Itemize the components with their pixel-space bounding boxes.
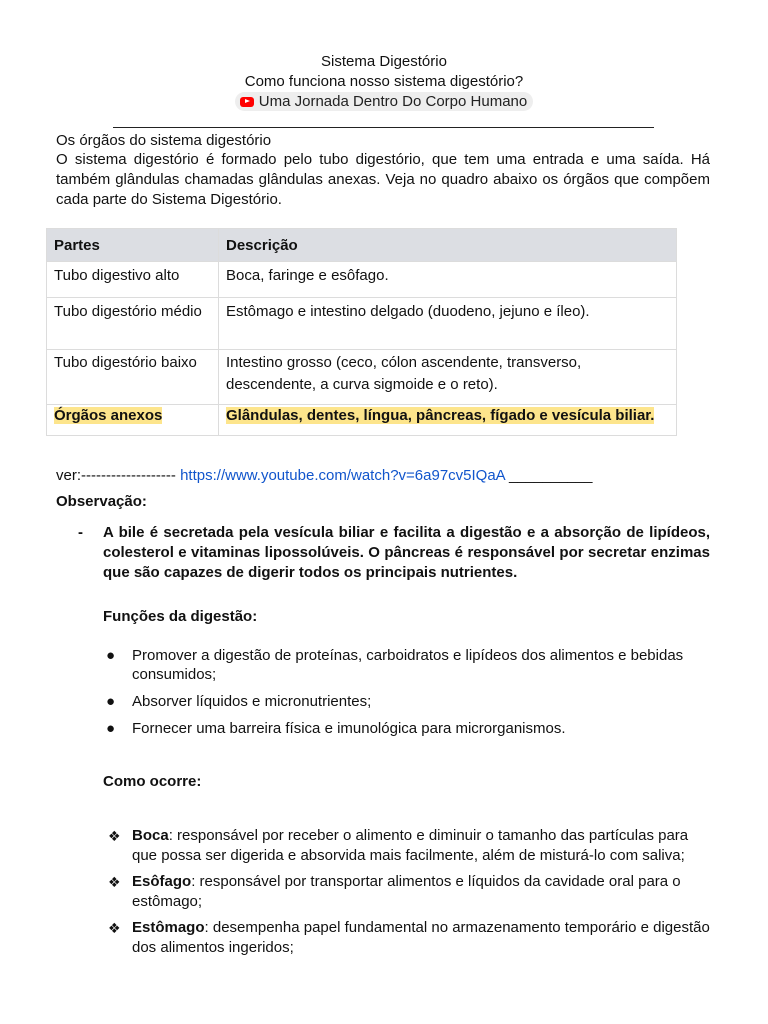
observacao-label: Observação: xyxy=(56,493,147,510)
list-item-text: Fornecer uma barreira física e imunológica para microrganismos. xyxy=(132,720,566,737)
link-suffix: __________ xyxy=(509,467,593,484)
divider xyxy=(113,127,654,128)
table-cell-descricao: Intestino grosso (ceco, cólon ascendente, transverso, descendente, a curva sigmoide e o reto). xyxy=(219,350,677,405)
intro-paragraph: O sistema digestório é formado pelo tubo digestório, que tem uma entrada e uma saída. Há também glândulas chamadas glândulas anexas. Veja no quadro abaixo os órgãos que compõem cada parte do Sistema Digestório. xyxy=(56,151,710,208)
list-item xyxy=(108,826,710,866)
table-cell-parte: Tubo digestório baixo xyxy=(47,350,219,405)
list-item-text: : responsável por receber o alimento e diminuir o tamanho das partículas para que possa ser digerida e absorvida mais facilmente, além de misturá-lo com saliva; xyxy=(132,827,689,864)
table-cell-parte: Tubo digestivo alto xyxy=(47,262,219,298)
list-item-term: Estômago xyxy=(132,919,205,936)
funcoes-list xyxy=(103,646,710,746)
page-subtitle: Como funciona nosso sistema digestório? xyxy=(244,73,524,90)
ver-prefix: ver:------------------- xyxy=(56,467,176,484)
list-item xyxy=(108,918,710,958)
bullet-icon: ● xyxy=(106,647,116,664)
section-heading: Os órgãos do sistema digestório xyxy=(56,132,272,149)
bullet-icon: ● xyxy=(106,693,116,710)
video-chip-label: Uma Jornada Dentro Do Corpo Humano xyxy=(258,93,528,110)
highlighted-text: Órgãos anexos xyxy=(54,407,163,424)
como-ocorre-label: Como ocorre: xyxy=(103,773,202,790)
list-item xyxy=(108,872,710,912)
list-item-text: Promover a digestão de proteínas, carboidratos e lipídeos dos alimentos e bebidas consumidos; xyxy=(132,647,684,683)
youtube-link[interactable]: https://www.youtube.com/watch?v=6a97cv5IQaA xyxy=(180,467,505,484)
table-cell-parte: Tubo digestório médio xyxy=(47,298,219,350)
list-item-text: : desempenha papel fundamental no armazenamento temporário e digestão dos alimentos ingeridos; xyxy=(132,919,710,956)
diamond-bullet-icon: ❖ xyxy=(108,828,121,844)
table-row-highlighted xyxy=(47,405,677,436)
observacao-text: A bile é secretada pela vesícula biliar e facilita a digestão e a absorção de lipídeos, colesterol e vitaminas lipossolúveis. O pâncreas é responsável por secretar enzimas que são capazes de digerir todos os principais nutrientes. xyxy=(103,524,710,581)
table-cell-descricao: Estômago e intestino delgado (duodeno, jejuno e íleo). xyxy=(219,298,677,350)
table-cell-parte xyxy=(47,405,219,436)
diamond-bullet-icon: ❖ xyxy=(108,874,121,890)
list-item xyxy=(103,719,710,738)
table-header-row xyxy=(47,229,677,262)
table-cell-descricao xyxy=(219,405,677,436)
diamond-bullet-icon: ❖ xyxy=(108,920,121,936)
dash-bullet: - xyxy=(78,524,83,541)
list-item-text: Absorver líquidos e micronutrientes; xyxy=(132,693,372,710)
column-header-descricao: Descrição xyxy=(219,229,677,262)
highlighted-text: Glândulas, dentes, língua, pâncreas, fígado e vesícula biliar. xyxy=(226,407,655,424)
video-chip-row xyxy=(0,92,768,111)
list-item-term: Esôfago xyxy=(132,873,192,890)
funcoes-label: Funções da digestão: xyxy=(103,608,258,625)
video-link-line xyxy=(56,467,592,484)
observacao-item xyxy=(78,523,710,583)
list-item-term: Boca xyxy=(132,827,169,844)
table-cell-descricao: Boca, faringe e esôfago. xyxy=(219,262,677,298)
video-chip[interactable] xyxy=(235,92,533,111)
como-ocorre-list xyxy=(108,826,710,964)
organs-table xyxy=(46,228,677,436)
page-title: Sistema Digestório xyxy=(321,53,447,70)
table-row xyxy=(47,350,677,405)
column-header-partes: Partes xyxy=(47,229,219,262)
list-item-text: : responsável por transportar alimentos e líquidos da cavidade oral para o estômago; xyxy=(132,873,681,910)
youtube-icon xyxy=(240,97,254,107)
list-item xyxy=(103,646,710,684)
table-row xyxy=(47,298,677,350)
table-row xyxy=(47,262,677,298)
bullet-icon: ● xyxy=(106,720,116,737)
list-item xyxy=(103,692,710,711)
